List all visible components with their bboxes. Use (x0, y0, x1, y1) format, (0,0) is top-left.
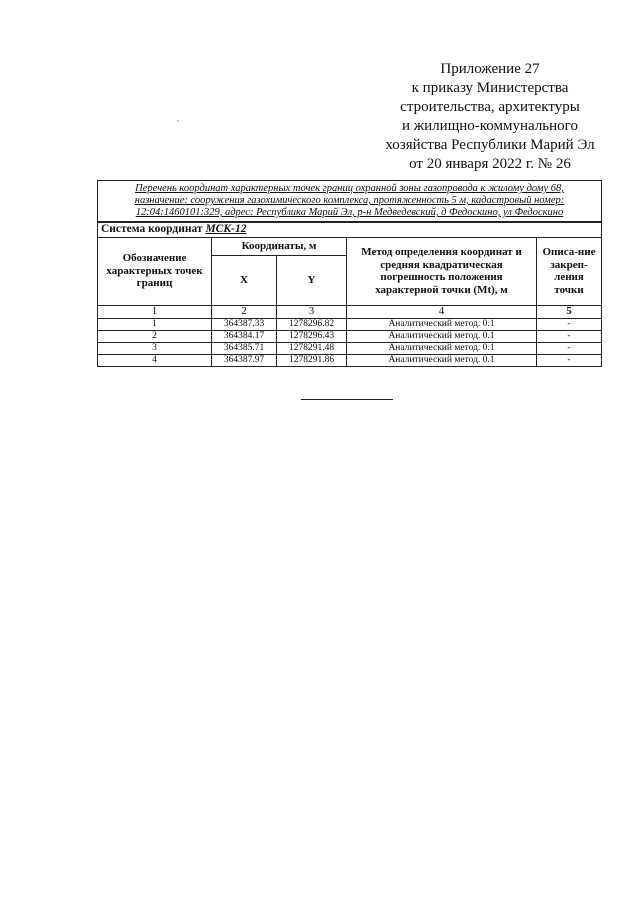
cell-x: 364387.33 (212, 318, 277, 330)
cell-description: - (537, 318, 602, 330)
col-number: 2 (212, 305, 277, 318)
caption-line: Перечень координат характерных точек границ охранной зоны газопровода к жилому дому 68, (135, 183, 564, 194)
header-line: строительства, архитектуры (400, 99, 580, 115)
cell-method: Аналитический метод. 0.1 (347, 354, 537, 366)
table-row (98, 330, 602, 342)
cell-y: 1278296.82 (277, 318, 347, 330)
header-line: к приказу Министерства (411, 80, 569, 96)
col-header-point: Обозначение характерных точек границ (98, 237, 212, 305)
col-number: 1 (98, 305, 212, 318)
cell-y: 1278291.48 (277, 342, 347, 354)
header-line: Приложение 27 (440, 61, 540, 77)
cell-x: 364387.97 (212, 354, 277, 366)
col-header-y: Y (277, 255, 347, 305)
cell-description: - (537, 342, 602, 354)
coordinate-system-value: МСК-12 (205, 223, 247, 236)
col-number: 5 (537, 305, 602, 318)
col-header-description: Описа-ние закреп-ления точки (537, 237, 602, 305)
coordinates-table (97, 180, 602, 367)
cell-method: Аналитический метод. 0.1 (347, 342, 537, 354)
cell-y: 1278291.86 (277, 354, 347, 366)
caption-line: 12:04:1460101:329, адрес: Республика Марий Эл, р-н Медведевский, д Федоскино, ул Федоскино (135, 207, 564, 218)
col-header-coordinates: Координаты, м (212, 237, 347, 255)
table-row (98, 342, 602, 354)
cell-x: 364385.71 (212, 342, 277, 354)
cell-point: 1 (98, 318, 212, 330)
coordinate-system-row (98, 222, 602, 237)
cell-method: Аналитический метод. 0.1 (347, 318, 537, 330)
cell-description: - (537, 330, 602, 342)
coordinate-system-label: Система координат (101, 223, 203, 236)
cell-point: 3 (98, 342, 212, 354)
cell-y: 1278296.43 (277, 330, 347, 342)
col-number: 4 (347, 305, 537, 318)
table-caption (98, 181, 602, 223)
header-line: и жилищно-коммунального (402, 118, 578, 134)
table-row (98, 354, 602, 366)
cell-point: 4 (98, 354, 212, 366)
appendix-header (360, 60, 620, 174)
col-header-method: Метод определения координат и средняя квадратическая погрешность положения характерной точки (Mt), м (347, 237, 537, 305)
cell-x: 364384.17 (212, 330, 277, 342)
caption-line: назначение: сооружения газохимического комплекса, протяженность 5 м, кадастровый номер: (134, 195, 565, 206)
table-row (98, 318, 602, 330)
cell-method: Аналитический метод. 0.1 (347, 330, 537, 342)
col-header-x: X (212, 255, 277, 305)
col-number: 3 (277, 305, 347, 318)
scan-speck (177, 120, 179, 122)
header-line: от 20 января 2022 г. № 26 (409, 156, 571, 172)
header-line: хозяйства Республики Марий Эл (385, 137, 595, 153)
signature-line (301, 399, 393, 400)
cell-point: 2 (98, 330, 212, 342)
cell-description: - (537, 354, 602, 366)
